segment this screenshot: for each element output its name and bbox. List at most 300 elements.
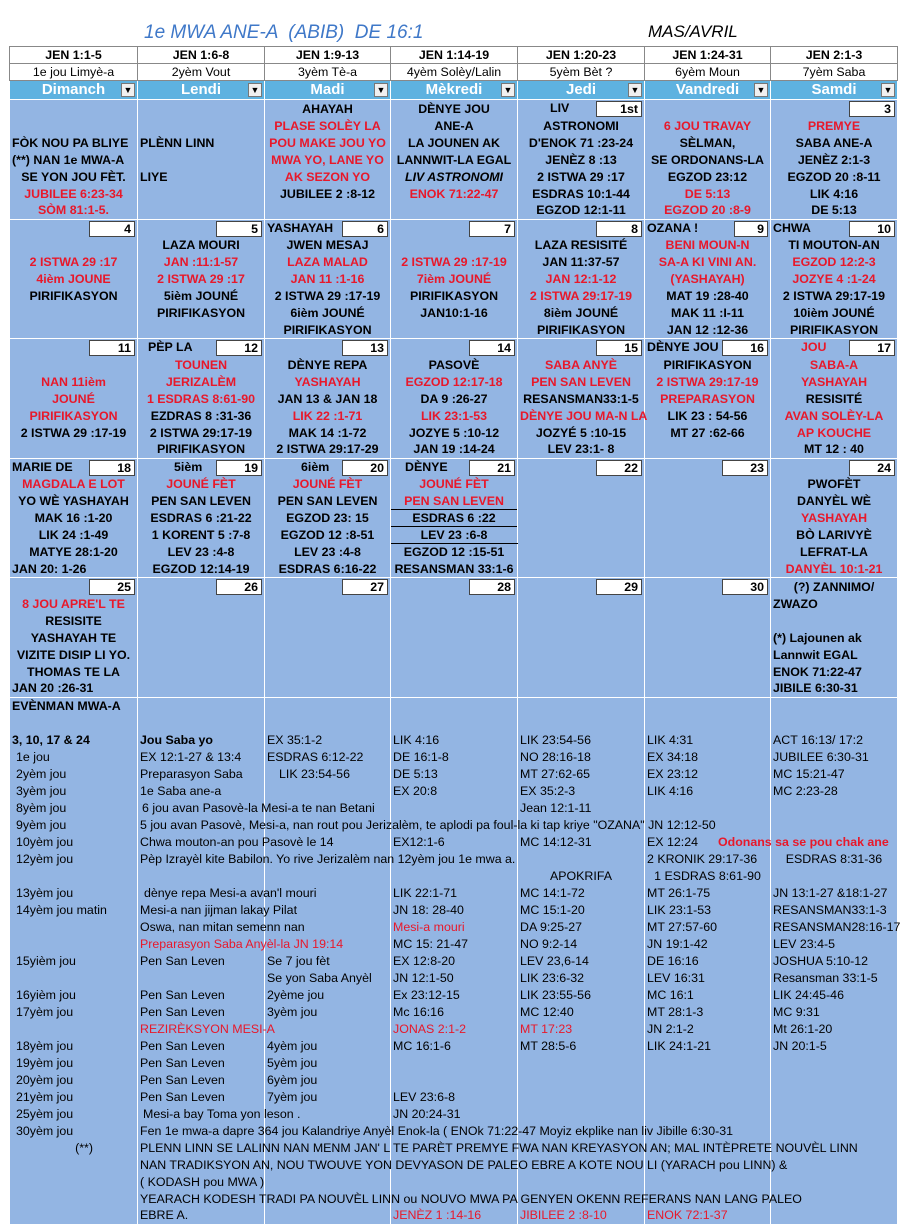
- cell-text: 5 jou avan Pasovè, Mesi-a, nan rout pou Jerizalèm, te aplodi pa foul-la ki tap kriye "OZANA" JN 12:12-50: [138, 816, 265, 833]
- cell-text: Fen 1e mwa-a dapre 364 jou Kalandriye Anyèl Enok-la ( ENOk 71:22-47 Moyiz ekplike nan liv Jibille 6:30-31: [138, 1122, 265, 1139]
- cell-text: MC 14:1-72: [518, 884, 645, 901]
- dayname-cell: 5yèm Bèt ?: [518, 64, 645, 81]
- cell-text: Pen San Leven: [138, 1037, 265, 1054]
- dayname-cell: 7yèm Saba: [771, 64, 898, 81]
- day-number: 13: [342, 340, 388, 356]
- cell-text: PIRIFIKASYON: [138, 441, 265, 458]
- weekday-label: Jedi: [565, 81, 596, 98]
- cell-text: LANNWIT-LA EGAL: [391, 151, 518, 168]
- cell-text: PIRIFIKASYON: [138, 305, 265, 322]
- cell-text: DA 9 :26-27: [391, 390, 518, 407]
- week4-row: [10, 561, 898, 578]
- cell-text: 1e Saba ane-a: [138, 782, 265, 799]
- filter-dropdown-icon[interactable]: ▼: [754, 83, 768, 97]
- day-cell: [265, 458, 391, 476]
- cell-text: LIK 23:1-53: [645, 901, 771, 918]
- cell-text: ASTRONOMI: [518, 117, 645, 134]
- cell-text: ZWAZO: [771, 595, 898, 612]
- cell-text: JOZYE 5 :10-12: [391, 424, 518, 441]
- day-cell: [138, 578, 265, 596]
- cell-text: JUBILEE 6:30-31: [771, 748, 898, 765]
- day-number: 30: [722, 579, 768, 595]
- day-cell: [645, 578, 771, 596]
- cell-text: MT 27:62-65: [518, 765, 645, 782]
- cell-text: (**) NAN 1e MWA-A: [10, 151, 138, 168]
- cell-text: JWEN MESAJ: [265, 237, 391, 254]
- cell-text: (YASHAYAH): [645, 271, 771, 288]
- cell-text: PEN SAN LEVEN: [265, 493, 391, 510]
- cell-text: PASOVÈ: [391, 356, 518, 373]
- cell-text: 4yèm jou: [265, 1037, 391, 1054]
- cell-text: MT 28:5-6: [518, 1037, 645, 1054]
- day-number: 21: [469, 460, 515, 476]
- cell-text: YASHAYAH: [265, 373, 391, 390]
- event-row: [10, 1054, 898, 1071]
- cell-text: 17yèm jou: [10, 1003, 138, 1020]
- cell-text: JAN 12:1-12: [518, 271, 645, 288]
- event-row: [10, 969, 898, 986]
- day-number: 16: [722, 340, 768, 356]
- event-row: [10, 1088, 898, 1105]
- cell-text: Mesi-a nan jijman lakay Pilat: [138, 901, 265, 918]
- cell-text: LIK 4:16: [391, 731, 518, 748]
- weekday-label: Mèkredi: [425, 81, 483, 98]
- cell-text: AVAN SOLÈY-LA: [771, 407, 898, 424]
- cell-text: JAN10:1-16: [391, 305, 518, 322]
- cell-text: MC 16:1: [645, 986, 771, 1003]
- cell-text: Preparasyon Saba Anyèl-la JN 19:14: [138, 935, 265, 952]
- cell-text: (*) Lajounen ak: [771, 629, 898, 646]
- cell-text: 19yèm jou: [10, 1054, 138, 1071]
- cell-text: MC 2:23-28: [771, 782, 898, 799]
- cell-text: SÒM 81:1-5.: [10, 202, 138, 219]
- cell-text: DANYÈL WÈ: [771, 493, 898, 510]
- day-cell: [10, 219, 138, 237]
- cell-text: PREPARASYON: [645, 390, 771, 407]
- cell-text: 13yèm jou: [10, 884, 138, 901]
- cell-text: 21yèm jou: [10, 1088, 138, 1105]
- cell-text: 10ièm JOUNÉ: [771, 305, 898, 322]
- cell-text: BÒ LARIVYÈ: [771, 527, 898, 544]
- cell-text: JOZYE 4 :1-24: [771, 271, 898, 288]
- day-cell: [518, 219, 645, 237]
- cell-text: MC 12:40: [518, 1003, 645, 1020]
- cell-text: MATYE 28:1-20: [10, 544, 138, 561]
- cell-text: RESANSMAN28:16-17: [771, 918, 898, 935]
- day-cell: [265, 339, 391, 357]
- day-cell: [138, 219, 265, 237]
- cell-text: 5ièm JOUNÉ: [138, 288, 265, 305]
- cell-text: JN 20:1-5: [771, 1037, 898, 1054]
- week2-row: [10, 237, 898, 254]
- cell-text: LIK 23:54-56: [518, 731, 645, 748]
- cell-text: Pen San Leven: [138, 986, 265, 1003]
- cell-text: 8yèm jou: [10, 799, 138, 816]
- events-title: EVÈNMAN MWA-A: [10, 697, 138, 714]
- cell-text: EGZOD 23: 15: [265, 510, 391, 527]
- weekday-header-madi[interactable]: [265, 81, 391, 100]
- cell-text: JONAS 2:1-2: [391, 1020, 518, 1037]
- cell-text: NO 28:16-18: [518, 748, 645, 765]
- cell-text: LIK 23:6-32: [518, 969, 645, 986]
- day-cell: [771, 100, 898, 118]
- cell-text: LAZA RESISITÉ: [518, 237, 645, 254]
- cell-text: LIV: [550, 101, 570, 115]
- cell-text: MC 9:31: [771, 1003, 898, 1020]
- day-cell: [391, 578, 518, 596]
- filter-dropdown-icon[interactable]: ▼: [881, 83, 895, 97]
- cell-text: 2 ISTWA 29:17-29: [265, 441, 391, 458]
- cell-text: Se 7 jou fèt: [265, 952, 391, 969]
- day-number: 12: [216, 340, 262, 356]
- cell-text: JAN :11:1-57: [138, 254, 265, 271]
- weekday-header-dimanch[interactable]: [10, 81, 138, 100]
- week5-row: [10, 595, 898, 612]
- cell-text: MC 15: 21-47: [391, 935, 518, 952]
- cell-text: OZANA !: [647, 220, 699, 235]
- cell-text: MAT 19 :28-40: [645, 288, 771, 305]
- cell-text: MT 27 :62-66: [645, 424, 771, 441]
- cell-text: Ex 23:12-15: [391, 986, 518, 1003]
- week5-row: [10, 680, 898, 697]
- cell-text: MC 14:12-31: [518, 833, 645, 850]
- event-row: [10, 1173, 898, 1190]
- day-cell: [771, 458, 898, 476]
- cell-text: 3yèm jou: [265, 1003, 391, 1020]
- event-row: [10, 884, 898, 901]
- cell-text: PEN SAN LEVEN: [391, 493, 518, 510]
- event-row: [10, 731, 898, 748]
- cell-text: PWOFÈT: [771, 476, 898, 493]
- event-row: [10, 1020, 898, 1037]
- cell-text: JN 18: 28-40: [391, 901, 518, 918]
- cell-text: AHAYAH: [265, 100, 391, 118]
- cell-text: Mt 26:1-20: [771, 1020, 898, 1037]
- cell-text: JOUNÉ: [10, 390, 138, 407]
- calendar-grid: [9, 46, 901, 1225]
- cell-text: JERIZALÈM: [138, 373, 265, 390]
- cell-text: EX12:1-6: [391, 833, 518, 850]
- filter-dropdown-icon[interactable]: ▼: [121, 83, 135, 97]
- cell-text: 2 ISTWA 29 :17: [138, 271, 265, 288]
- cell-text: (**): [10, 1139, 138, 1156]
- week2-row: [10, 271, 898, 288]
- weekday-label: Madi: [310, 81, 345, 98]
- cell-text: JAN 20 :26-31: [10, 680, 138, 697]
- cell-text: CHWA: [773, 220, 811, 235]
- cell-text: DE 5:13: [391, 765, 518, 782]
- cell-text: Oswa, nan mitan semenn nan: [138, 918, 265, 935]
- dayname-cell: 2yèm Vout: [138, 64, 265, 81]
- cell-text: NO 9:2-14: [518, 935, 645, 952]
- cell-text: MT 26:1-75: [645, 884, 771, 901]
- day-number: 24: [849, 460, 895, 476]
- day-number: 18: [89, 460, 135, 476]
- cell-text: 3, 10, 17 & 24: [10, 731, 138, 748]
- day-number: 9: [734, 221, 768, 237]
- cell-text: JOUNÉ FÈT: [138, 476, 265, 493]
- day-number: 15: [596, 340, 642, 356]
- cell-text: 2 ISTWA 29 :17: [10, 254, 138, 271]
- cell-text: 20yèm jou: [10, 1071, 138, 1088]
- cell-text: DE 16:16: [645, 952, 771, 969]
- cell-text: JN 12:1-50: [391, 969, 518, 986]
- cell-text: MT 28:1-3: [645, 1003, 771, 1020]
- cell-text: EX 34:18: [645, 748, 771, 765]
- cell-text: PEN SAN LEVEN: [138, 493, 265, 510]
- cell-text: EX 20:8: [391, 782, 518, 799]
- cell-text: JAN 19 :14-24: [391, 441, 518, 458]
- cell-text: DÈNYE REPA: [265, 356, 391, 373]
- reading-cell: JEN 1:20-23: [518, 47, 645, 64]
- events-title-row: [10, 697, 898, 714]
- cell-text: 2 ISTWA 29:17-19: [518, 288, 645, 305]
- day-cell: [518, 100, 645, 118]
- cell-text: DÈNYE JOU: [391, 100, 518, 118]
- cell-text: LEV 23:4-5: [771, 935, 898, 952]
- week4-row: [10, 527, 898, 544]
- weekday-header-jedi[interactable]: [518, 81, 645, 100]
- cell-text: PLASE SOLÈY LA: [265, 117, 391, 134]
- cell-text: EGZOD 12:2-3: [771, 254, 898, 271]
- cell-text: PLENN LINN SE LALINN NAN MENM JAN' L TE PARÈT PREMYE FWA NAN KREYASYON AN; MAL INTÈPRETE NOUVÈL LINN: [138, 1139, 265, 1156]
- cell-text: 4ièm JOUNE: [10, 271, 138, 288]
- day-cell: [645, 339, 771, 357]
- cell-text: D'ENOK 71 :23-24: [518, 134, 645, 151]
- dayname-cell: 1e jou Limyè-a: [10, 64, 138, 81]
- weekday-header-row: [10, 81, 898, 100]
- day-number: 28: [469, 579, 515, 595]
- cell-text: LIYE: [138, 168, 265, 185]
- day-cell: [10, 578, 138, 596]
- day-cell: [138, 339, 265, 357]
- cell-text: YASHAYAH: [771, 510, 898, 527]
- cell-text: JAN 11:37-57: [518, 254, 645, 271]
- week4-row: [10, 476, 898, 493]
- cell-text: EX 12:24: [645, 833, 771, 850]
- day-number: 25: [89, 579, 135, 595]
- cell-text: 2yème jou: [265, 986, 391, 1003]
- cell-text: 1e jou: [10, 748, 138, 765]
- cell-text: LIK 22:1-71: [391, 884, 518, 901]
- day-cell: [265, 578, 391, 596]
- cell-text: 2yèm jou: [10, 765, 138, 782]
- weekday-header-vandredi[interactable]: [645, 81, 771, 100]
- week4-row: [10, 510, 898, 527]
- week1-row: [10, 151, 898, 168]
- filter-dropdown-icon[interactable]: ▼: [248, 83, 262, 97]
- cell-text: LIK 24:45-46: [771, 986, 898, 1003]
- cell-text: PIRIFIKASYON: [645, 356, 771, 373]
- week2-row: [10, 219, 898, 237]
- cell-text: 7ièm JOUNÉ: [391, 271, 518, 288]
- cell-text: JOSHUA 5:10-12: [771, 952, 898, 969]
- cell-text: LA JOUNEN AK: [391, 134, 518, 151]
- cell-text: 2 ISTWA 29:17-19: [771, 288, 898, 305]
- cell-text: LEV 23:1- 8: [518, 441, 645, 458]
- weekday-label: Vandredi: [675, 81, 740, 98]
- cell-text: SA-A KI VINI AN.: [645, 254, 771, 271]
- cell-text: ESDRAS 8:31-36: [771, 850, 898, 867]
- cell-text: POU MAKE JOU YO: [265, 134, 391, 151]
- cell-text: JN 19:1-42: [645, 935, 771, 952]
- cell-text: BENI MOUN-N: [645, 237, 771, 254]
- cell-text: EX 35:2-3: [518, 782, 645, 799]
- cell-text: EX 12:1-27 & 13:4: [138, 748, 265, 765]
- cell-text: EGZOD 12 :8-51: [265, 527, 391, 544]
- day-cell: [518, 578, 645, 596]
- cell-text: ESDRAS 6:12-22: [265, 748, 391, 765]
- cell-text: 10yèm jou: [10, 833, 138, 850]
- cell-text: LAZA MALAD: [265, 254, 391, 271]
- cell-text: EGZOD 12:1-11: [518, 202, 645, 219]
- reading-cell: JEN 1:9-13: [265, 47, 391, 64]
- cell-text: DÈNYE JOU: [647, 340, 719, 354]
- cell-text: YO WÈ YASHAYAH: [10, 493, 138, 510]
- cell-text: 5yèm jou: [265, 1054, 391, 1071]
- day-cell: [645, 219, 771, 237]
- cell-text: YASHAYAH: [771, 373, 898, 390]
- day-number: 20: [342, 460, 388, 476]
- cell-text: LIV ASTRONOMI: [391, 168, 518, 185]
- cell-text: LIK 23:55-56: [518, 986, 645, 1003]
- cell-text: LIK 4:16: [645, 782, 771, 799]
- event-row: [10, 1105, 898, 1122]
- cell-text: LIK 24 :1-49: [10, 527, 138, 544]
- cell-text: LEFRAT-LA: [771, 544, 898, 561]
- day-number: 10: [849, 221, 895, 237]
- weekday-label: Lendi: [181, 81, 221, 98]
- cell-text: LEV 23:6-8: [391, 1088, 518, 1105]
- day-number: 14: [469, 340, 515, 356]
- cell-text: 6yèm jou: [265, 1071, 391, 1088]
- cell-text: LEV 23 :4-8: [265, 544, 391, 561]
- cell-text: PIRIFIKASYON: [10, 288, 138, 305]
- cell-text: LEV 23 :4-8: [138, 544, 265, 561]
- cell-text: JIBILE 6:30-31: [771, 680, 898, 697]
- reading-cell: JEN 1:6-8: [138, 47, 265, 64]
- cell-text: MAK 16 :1-20: [10, 510, 138, 527]
- cell-text: 8 JOU APRE'L TE: [10, 595, 138, 612]
- cell-text: LIK 4:16: [771, 185, 898, 202]
- event-row: [10, 748, 898, 765]
- cell-text: 2 ISTWA 29:17-19: [645, 373, 771, 390]
- cell-text: LAZA MOURI: [138, 237, 265, 254]
- cell-text: ACT 16:13/ 17:2: [771, 731, 898, 748]
- cell-text: Mc 16:16: [391, 1003, 518, 1020]
- cell-text: 2 ISTWA 29:17-19: [138, 424, 265, 441]
- week4-row: [10, 544, 898, 561]
- cell-text: PIRIFIKASYON: [518, 322, 645, 339]
- cell-text: PIRIFIKASYON: [265, 322, 391, 339]
- cell-text: NAN TRADIKSYON AN, NOU TWOUVE YON DEVYASON DE PALEO EBRE A KOTE NOU LI (YARACH pou LINN) &: [138, 1156, 265, 1173]
- day-cell: [518, 339, 645, 357]
- dayname-cell: 4yèm Solèy/Lalin: [391, 64, 518, 81]
- event-row: [10, 1207, 898, 1224]
- cell-text: 2 KRONIK 29:17-36: [645, 850, 771, 867]
- filter-dropdown-icon[interactable]: ▼: [628, 83, 642, 97]
- week3-row: [10, 356, 898, 373]
- cell-text: JN 2:1-2: [645, 1020, 771, 1037]
- daynames-row: [10, 64, 898, 81]
- cell-text: RESISITE: [10, 612, 138, 629]
- event-row: [10, 935, 898, 952]
- day-cell: [391, 458, 518, 476]
- week4-row: [10, 458, 898, 476]
- cell-text: AK SEZON YO: [265, 168, 391, 185]
- day-number: 17: [849, 340, 895, 356]
- cell-text: dènye repa Mesi-a avan'l mouri: [138, 884, 265, 901]
- cell-text: MAGDALA E LOT: [10, 476, 138, 493]
- cell-text: 2 ISTWA 29 :17: [518, 168, 645, 185]
- event-row: [10, 952, 898, 969]
- cell-text: ENOK 72:1-37: [645, 1207, 771, 1224]
- cell-text: RESANSMAN33:1-5: [518, 390, 645, 407]
- weekday-header-mekredi[interactable]: [391, 81, 518, 100]
- week3-row: [10, 390, 898, 407]
- cell-text: SE ORDONANS-LA: [645, 151, 771, 168]
- cell-text: LEV 23,6-14: [518, 952, 645, 969]
- cell-text: 12yèm jou: [10, 850, 138, 867]
- cell-text: PÈP LA: [148, 340, 193, 354]
- week5-row: [10, 646, 898, 663]
- cell-text: 3yèm jou: [10, 782, 138, 799]
- cell-text: REZIRÈKSYON MESI-A: [138, 1020, 265, 1037]
- cell-text: MT 12 : 40: [771, 441, 898, 458]
- event-row: [10, 1190, 898, 1207]
- weekday-header-samdi[interactable]: [771, 81, 898, 100]
- cell-text: EGZOD 23:12: [645, 168, 771, 185]
- cell-text: DA 9:25-27: [518, 918, 645, 935]
- cell-text: LIK 23:1-53: [391, 407, 518, 424]
- cell-text: Chwa mouton-an pou Pasovè le 14: [138, 833, 265, 850]
- cell-text: DE 5:13: [645, 185, 771, 202]
- event-row: [10, 918, 898, 935]
- cell-text: EGZOD 20 :8-11: [771, 168, 898, 185]
- day-number: 29: [596, 579, 642, 595]
- cell-text: Pen San Leven: [138, 952, 265, 969]
- week2-row: [10, 322, 898, 339]
- event-row: [10, 901, 898, 918]
- weekday-header-lendi[interactable]: [138, 81, 265, 100]
- week5-row: [10, 629, 898, 646]
- cell-text: JOZYÉ 5 :10-15: [518, 424, 645, 441]
- filter-dropdown-icon[interactable]: ▼: [374, 83, 388, 97]
- cell-text: MC 15:21-47: [771, 765, 898, 782]
- cell-text: DÈNYE: [405, 459, 448, 474]
- cell-text: EGZOD 20 :8-9: [645, 202, 771, 219]
- week1-row: [10, 117, 898, 134]
- cell-text: Mesi-a bay Toma yon leson .: [138, 1105, 265, 1122]
- cell-text: EX 12:8-20: [391, 952, 518, 969]
- filter-dropdown-icon[interactable]: ▼: [501, 83, 515, 97]
- event-row: [10, 986, 898, 1003]
- cell-text: JAN 11 :1-16: [265, 271, 391, 288]
- cell-text: LIK 4:31: [645, 731, 771, 748]
- day-cell: [10, 339, 138, 357]
- cell-text: PLÈNN LINN: [138, 134, 265, 151]
- cell-text: 1 ESDRAS 8:61-90: [138, 390, 265, 407]
- cell-text: MC 15:1-20: [518, 901, 645, 918]
- cell-text: 2 ISTWA 29 :17-19: [10, 424, 138, 441]
- cell-text: Jean 12:1-11: [518, 799, 645, 816]
- day-number: 4: [89, 221, 135, 237]
- cell-text: EZDRAS 8 :31-36: [138, 407, 265, 424]
- cell-text: EX 35:1-2: [265, 731, 391, 748]
- day-number: 5: [216, 221, 262, 237]
- cell-text: SABA ANE-A: [771, 134, 898, 151]
- cell-text: JENÈZ 2:1-3: [771, 151, 898, 168]
